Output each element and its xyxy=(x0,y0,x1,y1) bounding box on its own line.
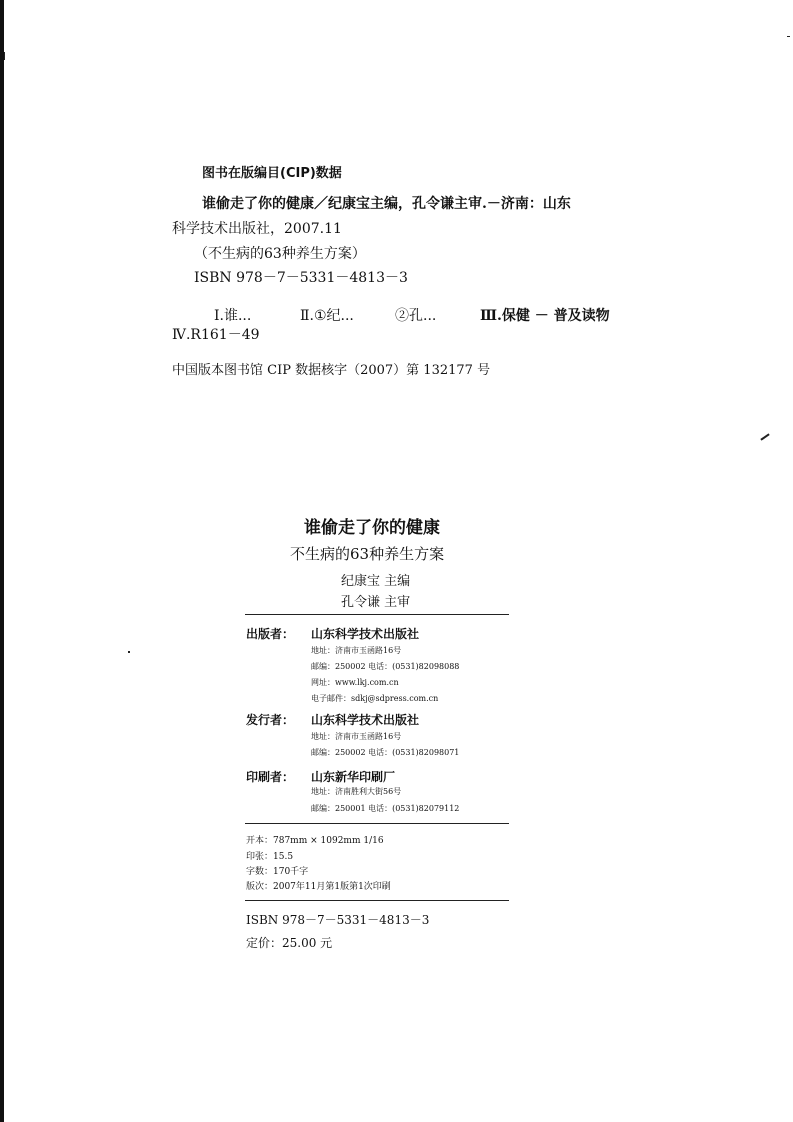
scan-edge-mark xyxy=(4,52,11,60)
book-subtitle: 不生病的63种养生方案 xyxy=(290,545,445,563)
distributor-name: 山东科学技术出版社 xyxy=(311,713,420,727)
cip-class-3: ②孔... xyxy=(395,308,437,324)
footer-isbn: ISBN 978－7－5331－4813－3 xyxy=(246,913,430,927)
cip-series-line: （不生病的63种养生方案） xyxy=(194,246,366,262)
divider-middle xyxy=(245,823,509,824)
printer-name: 山东新华印刷厂 xyxy=(311,770,396,784)
cip-class-5: Ⅳ.R161－49 xyxy=(172,327,260,343)
cip-class-4: Ⅲ.保健 － 普及读物 xyxy=(480,308,610,324)
divider-bottom xyxy=(245,900,509,901)
cip-isbn-line: ISBN 978－7－5331－4813－3 xyxy=(194,270,408,286)
printer-postcode-phone: 邮编：250001 电话：(0531)82079112 xyxy=(311,804,460,813)
scan-speck xyxy=(128,651,130,653)
publisher-address: 地址：济南市玉函路16号 xyxy=(311,646,402,655)
book-title: 谁偷走了你的健康 xyxy=(304,518,440,538)
printer-label: 印刷者： xyxy=(246,770,295,784)
cip-publisher-line: 科学技术出版社，2007.11 xyxy=(172,221,342,237)
cip-class-2: Ⅱ.①纪... xyxy=(300,308,354,324)
cip-class-1: Ⅰ.谁... xyxy=(214,308,252,324)
cip-title-line: 谁偷走了你的健康／纪康宝主编，孔令谦主审.－济南：山东 xyxy=(202,196,571,212)
scan-speck xyxy=(787,36,790,37)
distributor-label: 发行者： xyxy=(246,713,295,727)
spec-edition: 版次：2007年11月第1版第1次印刷 xyxy=(246,882,391,892)
book-reviewer: 孔令谦 主审 xyxy=(341,595,411,610)
printer-address: 地址：济南胜利大街56号 xyxy=(311,787,402,796)
publisher-postcode-phone: 邮编：250002 电话：(0531)82098088 xyxy=(311,662,460,671)
cip-heading: 图书在版编目(CIP)数据 xyxy=(202,166,342,181)
footer-price: 定价：25.00 元 xyxy=(246,936,333,950)
distributor-postcode-phone: 邮编：250002 电话：(0531)82098071 xyxy=(311,748,460,757)
distributor-address: 地址：济南市玉函路16号 xyxy=(311,732,402,741)
scan-speck xyxy=(760,433,769,440)
publisher-email: 电子邮件：sdkj@sdpress.com.cn xyxy=(311,694,439,703)
publisher-website: 网址：www.lkj.com.cn xyxy=(311,678,399,687)
publisher-label: 出版者： xyxy=(246,627,295,641)
spec-sheets: 印张：15.5 xyxy=(246,852,294,862)
book-editor: 纪康宝 主编 xyxy=(341,574,411,589)
publisher-name: 山东科学技术出版社 xyxy=(311,627,420,641)
spec-words: 字数：170千字 xyxy=(246,867,309,877)
spec-format: 开本：787mm × 1092mm 1/16 xyxy=(246,836,384,846)
scan-edge-bar xyxy=(0,0,4,1122)
divider-top xyxy=(245,614,509,615)
cip-core-number: 中国版本图书馆 CIP 数据核字（2007）第 132177 号 xyxy=(172,363,491,378)
